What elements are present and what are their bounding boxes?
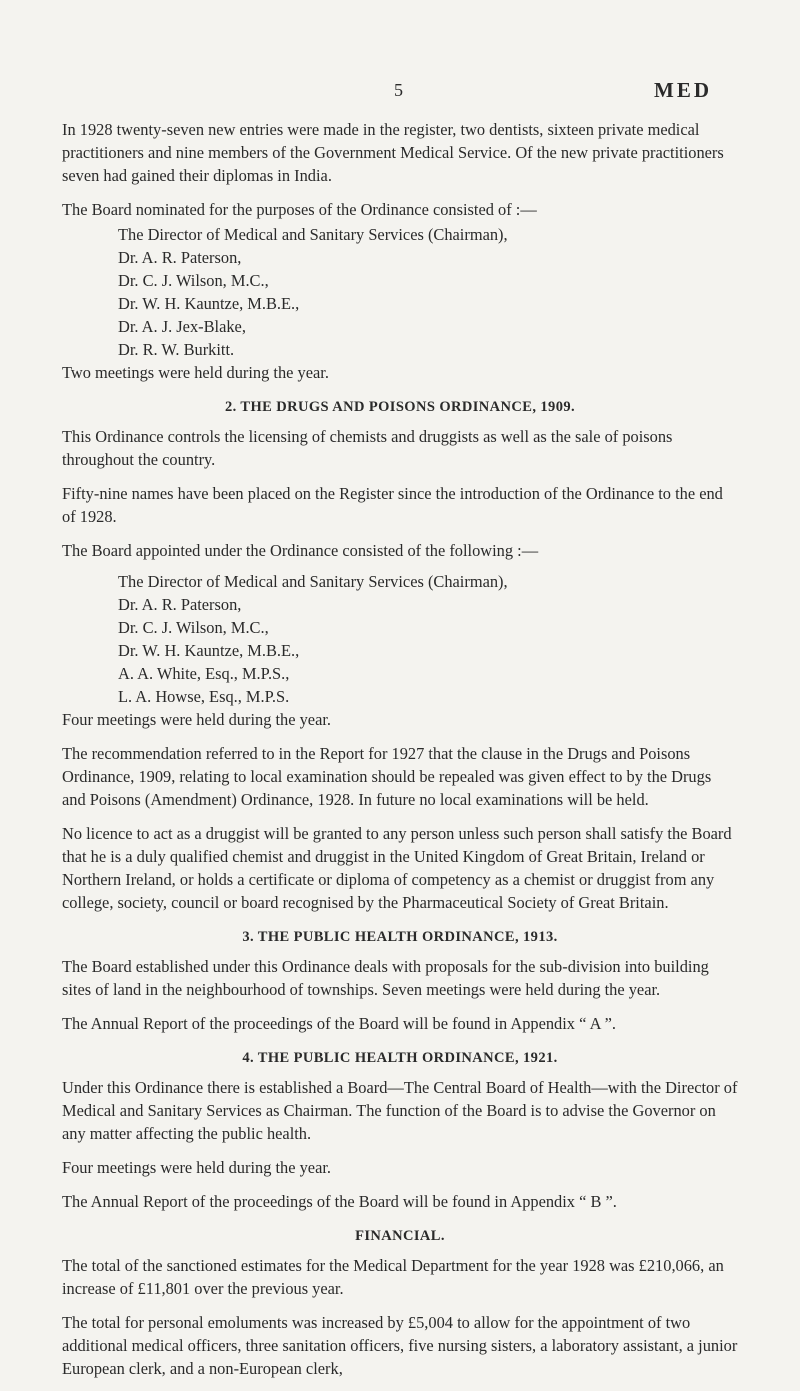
paragraph: The total for personal emoluments was increased by £5,004 to allow for the appointment of two additional medical officers, three sanitation officers, five nursing sisters, a laboratory assistant, a junior European clerk, and a non-European clerk, xyxy=(62,1313,738,1378)
paragraph: No licence to act as a druggist will be granted to any person unless such person shall satisfy the Board that he is a duly qualified chemist and druggist in the United Kingdom of Great Britain, Ireland or Northern Ireland, or holds a certificate or diploma of competency as a chemist or druggist from any college, society, council or board recognised by the Pharmaceutical Society of Great Britain. xyxy=(62,824,732,912)
running-head: MED xyxy=(654,78,712,102)
list-item: A. A. White, Esq., M.P.S., xyxy=(118,664,290,683)
paragraph: The Annual Report of the proceedings of the Board will be found in Appendix “ B ”. xyxy=(62,1192,617,1211)
paragraph-board-nominated: The Board nominated for the purposes of the Ordinance consisted of :— xyxy=(62,200,537,219)
paragraph: Four meetings were held during the year. xyxy=(62,1158,332,1177)
section-heading-public-health-1913: 3. THE PUBLIC HEALTH ORDINANCE, 1913. xyxy=(242,929,558,945)
paragraph: The Board established under this Ordinance deals with proposals for the sub-division into building sites of land in the neighbourhood of townships. Seven meetings were held during the year. xyxy=(62,957,709,999)
list-item: Dr. A. J. Jex-Blake, xyxy=(118,317,246,336)
page-number: 5 xyxy=(394,80,403,100)
paragraph: The Annual Report of the proceedings of the Board will be found in Appendix “ A ”. xyxy=(62,1014,616,1033)
paragraph: Four meetings were held during the year. xyxy=(62,710,332,729)
section-heading-public-health-1921: 4. THE PUBLIC HEALTH ORDINANCE, 1921. xyxy=(242,1050,558,1066)
list-item: Dr. W. H. Kauntze, M.B.E., xyxy=(118,641,300,660)
paragraph: Under this Ordinance there is established a Board—The Central Board of Health—with the Director of Medical and Sanitary Services as Chairman. The function of the Board is to advise the Governor on any matter affecting the public health. xyxy=(62,1078,738,1143)
paragraph: The recommendation referred to in the Report for 1927 that the clause in the Drugs and Poisons Ordinance, 1909, relating to local examination should be repealed was given effect to by the Drugs and Poisons (Amendment) Ordinance, 1928. In future no local examinations will be held. xyxy=(62,744,712,809)
paragraph: This Ordinance controls the licensing of chemists and druggists as well as the sale of poisons throughout the country. xyxy=(62,427,673,469)
board-members-list-1 xyxy=(118,223,738,361)
section-heading-drugs-poisons: 2. THE DRUGS AND POISONS ORDINANCE, 1909. xyxy=(224,399,576,415)
paragraph: Fifty-nine names have been placed on the Register since the introduction of the Ordinance to the end of 1928. xyxy=(62,484,723,526)
paragraph-two-meetings: Two meetings were held during the year. xyxy=(62,363,329,382)
list-item: Dr. A. R. Paterson, xyxy=(118,248,242,267)
list-item: Dr. C. J. Wilson, M.C., xyxy=(118,618,269,637)
paragraph: The total of the sanctioned estimates for the Medical Department for the year 1928 was £210,066, an increase of £11,801 over the previous year. xyxy=(62,1256,724,1298)
paragraph: The Board appointed under the Ordinance consisted of the following :— xyxy=(62,541,539,560)
section-heading-financial: FINANCIAL. xyxy=(355,1228,445,1244)
list-item: The Director of Medical and Sanitary Services (Chairman), xyxy=(118,225,508,244)
list-item: Dr. C. J. Wilson, M.C., xyxy=(118,271,269,290)
document-body xyxy=(62,118,738,1391)
list-item: Dr. W. H. Kauntze, M.B.E., xyxy=(118,294,300,313)
list-item: Dr. A. R. Paterson, xyxy=(118,595,242,614)
list-item: L. A. Howse, Esq., M.P.S. xyxy=(118,687,290,706)
board-members-list-2 xyxy=(118,570,738,708)
paragraph-register-entries: In 1928 twenty-seven new entries were made in the register, two dentists, sixteen private medical practitioners and nine members of the Government Medical Service. Of the new private practitioners seven had gained their diplomas in India. xyxy=(62,120,724,185)
list-item: Dr. R. W. Burkitt. xyxy=(118,340,235,359)
list-item: The Director of Medical and Sanitary Services (Chairman), xyxy=(118,572,508,591)
